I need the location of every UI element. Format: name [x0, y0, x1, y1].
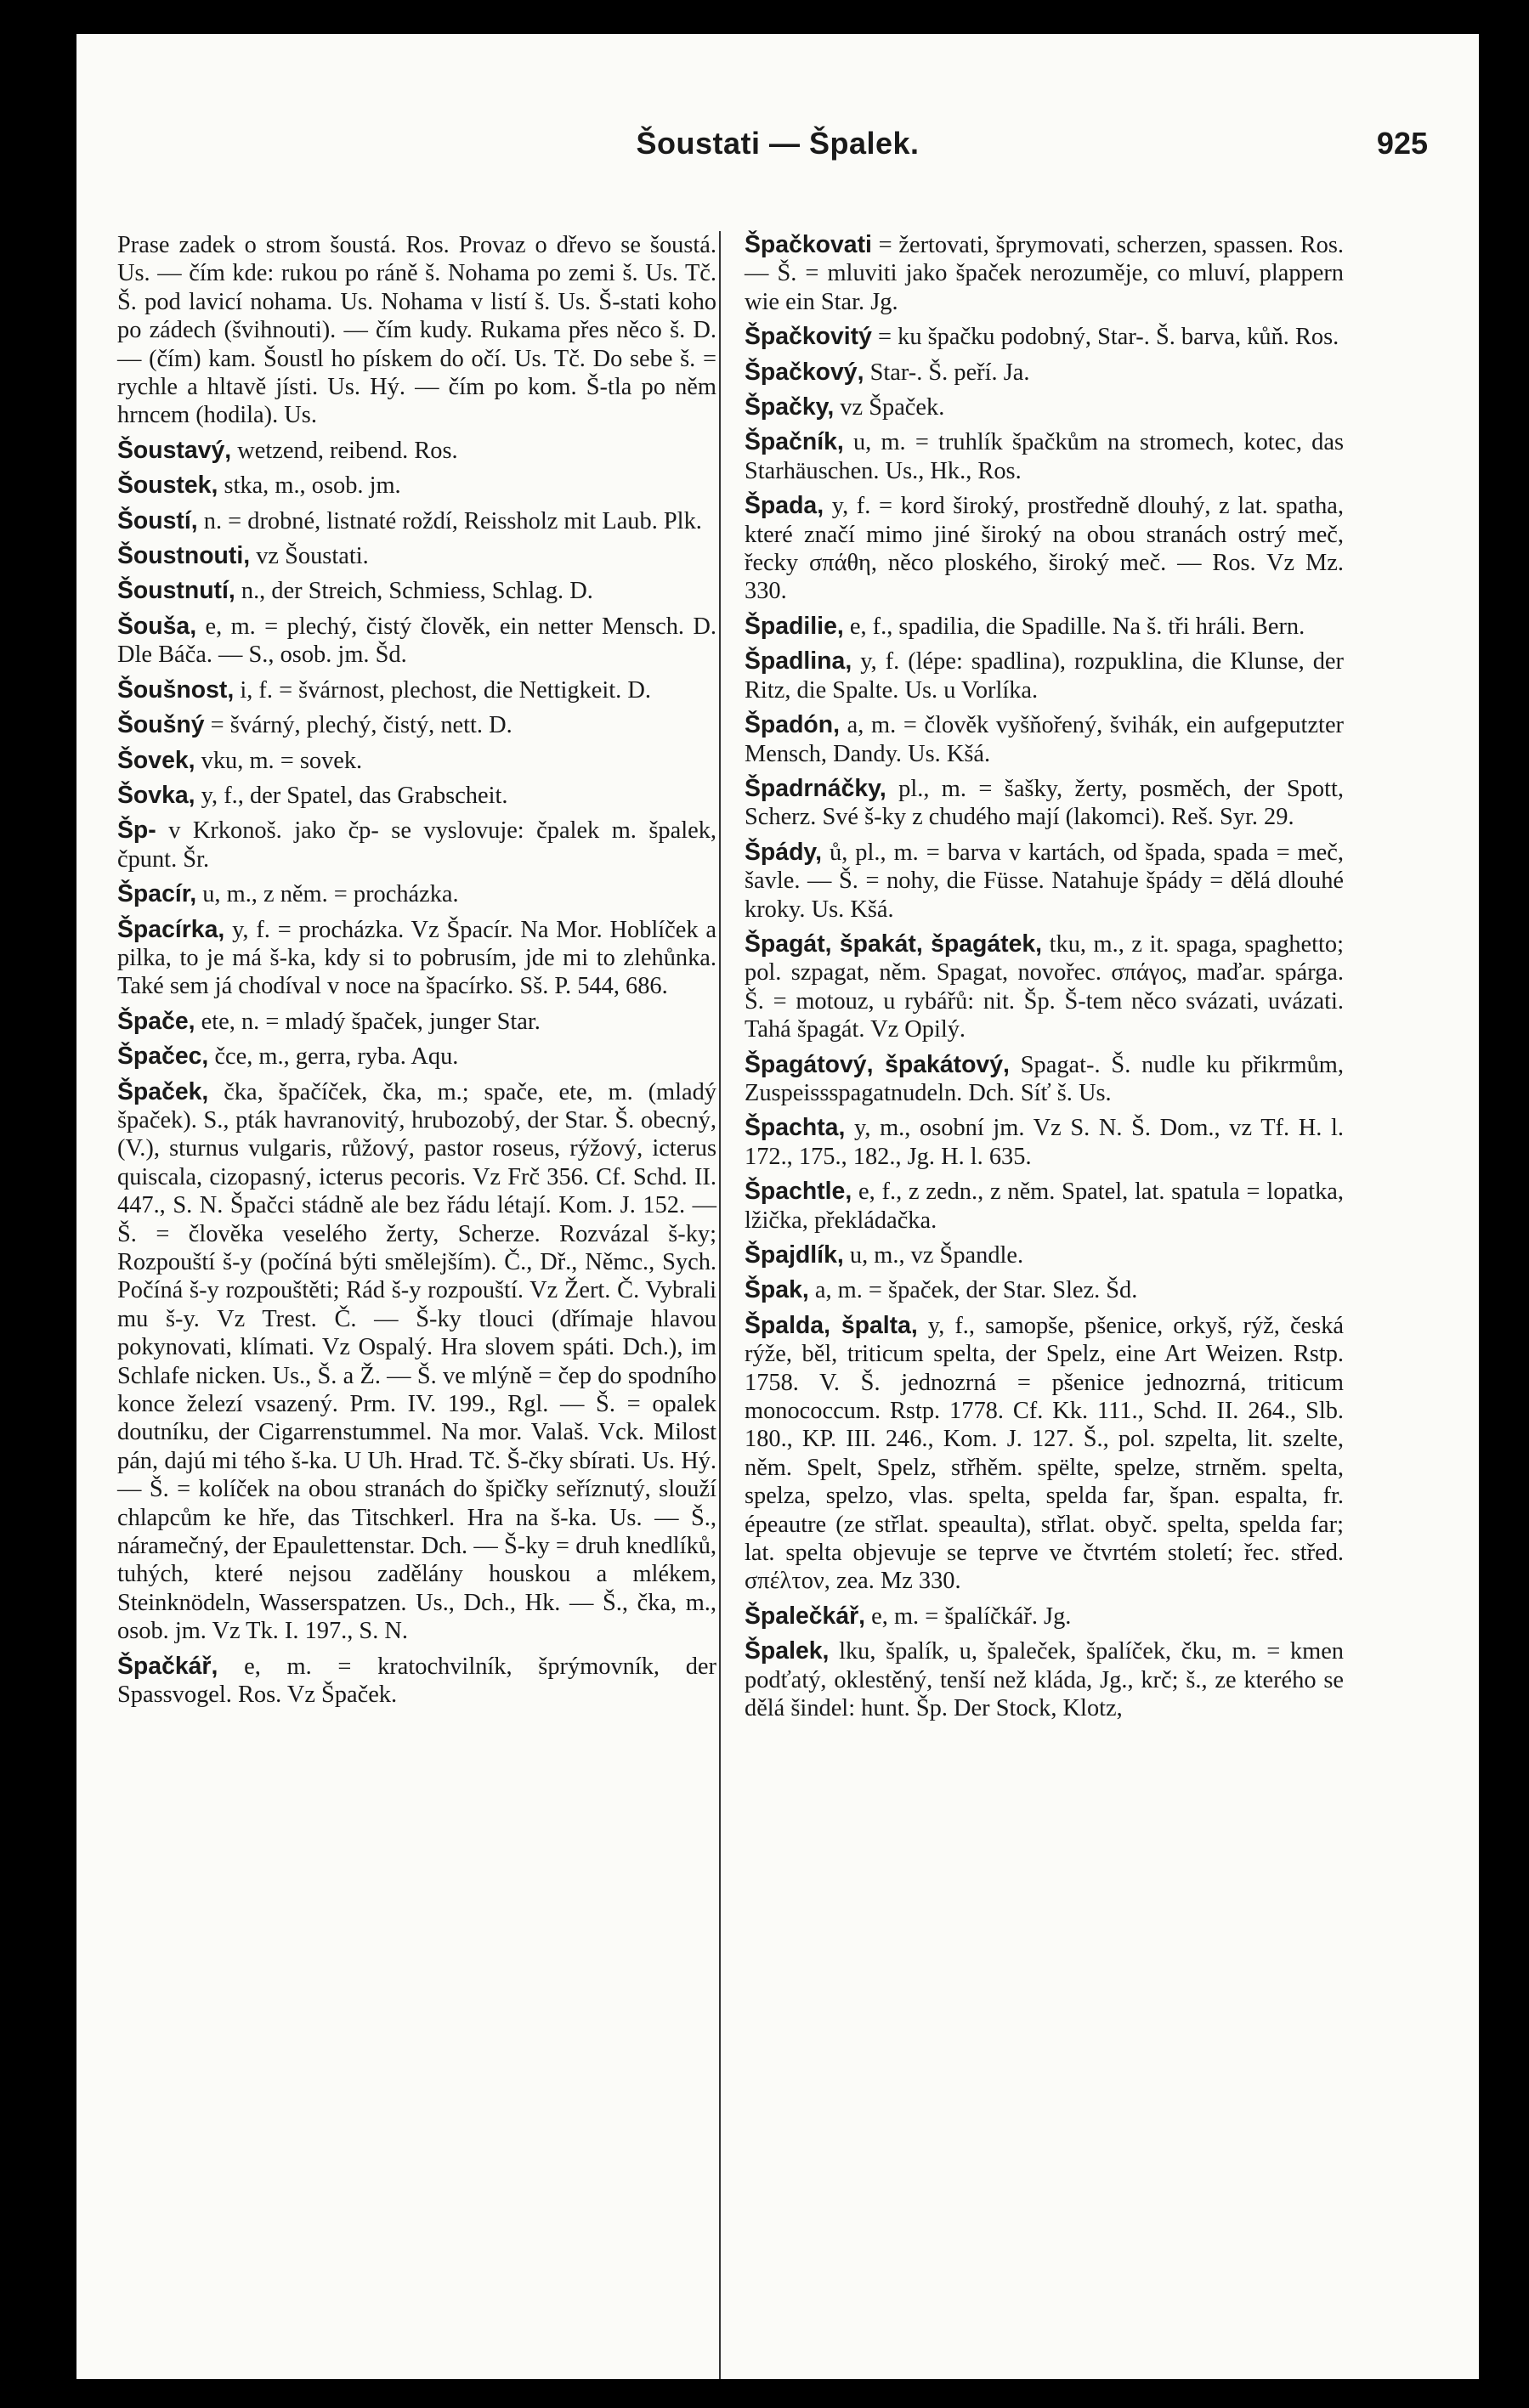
headword: Špadilie, — [745, 612, 844, 640]
running-head: Šoustati — Špalek. — [636, 126, 920, 161]
page-number: 925 — [1376, 126, 1428, 161]
headword: Špačky, — [745, 393, 835, 421]
dictionary-entry — [745, 1114, 1344, 1171]
dictionary-entry — [745, 428, 1344, 485]
headword: Špačkář, — [117, 1652, 218, 1680]
dictionary-entry — [745, 711, 1344, 768]
headword: Špak, — [745, 1276, 809, 1304]
entry-definition: vku, m. = sovek. — [201, 747, 363, 774]
headword: Šovka, — [117, 781, 195, 809]
entry-definition: u, m. = truhlík špačkům na stromech, kotec, das Starhäuschen. Us., Hk., Ros. — [745, 429, 1344, 484]
entry-definition: čce, m., gerra, ryba. Aqu. — [214, 1043, 459, 1071]
dictionary-entry — [745, 647, 1344, 704]
entry-definition: u, m., z něm. = procházka. — [202, 881, 459, 908]
headword: Špačkovitý — [745, 323, 872, 351]
headword: Šoustnouti, — [117, 542, 251, 570]
dictionary-entry — [745, 775, 1344, 832]
entry-definition: n. = drobné, listnaté roždí, Reissholz mit Laub. Plk. — [203, 507, 702, 534]
headword: Špačník, — [745, 428, 844, 456]
headword: Šoustí, — [117, 506, 198, 534]
entry-definition: a, m. = špaček, der Star. Slez. Šd. — [814, 1277, 1138, 1304]
headword: Špaček, — [117, 1077, 209, 1105]
dictionary-entry — [117, 472, 716, 500]
entry-definition: čka, špačíček, čka, m.; spače, ete, m. (mladý špaček). S., pták havranovitý, hrubozobý, der Star. Š. obecný, (V.), sturnus vulgaris, růžový, pastor roseus, rýžový, icterus quiscala, cizopasný, icterus pecoris. Vz Frč 356. Cf. Schd. II. 447., S. N. Špačci stádně ale bez řádu létají. Kom. J. 152. — Š. = člověka veselého žerty, Scherze. Rozvázal š-ky; Rozpouští š-y (počíná býti smělejším). Č., Dř., Němc., Sych. Počíná š-y rozpouštěti; Rád š-y rozpouští. Vz Žert. Č. Vybrali mu š-y. Vz Trest. Č. — Š-ky tlouci (dřímaje hlavou pokynovati, klímati. Vz Ospalý. Hra slovem spáti. Dch.), im Schlafe nicken. Us., Š. a Ž. — Š. ve mlýně = čep do spodního konce železí vsazený. Prm. IV. 199., Rgl. — Š. = opalek doutníku, der Cigarrenstummel. Na mor. Valaš. Vck. Milost pán, dajú mi tého š-ka. U Uh. Hrad. Tč. Š-čky sbírati. Us. Hý. — Š. = kolíček na obou stranách do špičky seříznutý, slouží chlapcům ke hře, das Titschkerl. Hra na š-ka. Us. — Š., náramečný, der Epaulettenstar. Dch. — Š-ky = druh knedlíků, tuhých, které nejsou zadělány houskou a mlékem, Steinknödeln, Wasserspatzen. Us., Dch., Hk. — Š., čka, m., osob. jm. Vz Tk. I. 197., S. N. — [117, 1078, 716, 1645]
dictionary-entry — [117, 1653, 716, 1710]
dictionary-entry — [117, 747, 716, 775]
dictionary-entry — [117, 817, 716, 873]
dictionary-entry — [745, 613, 1344, 641]
entry-definition: Prase zadek o strom šoustá. Ros. Provaz o dřevo se šoustá. Us. — čím kde: rukou po ráně š. Nohama po zemi š. Us. Tč. Š. pod lavicí nohama. Us. Nohama v listí š. Us. Š-stati koho po zádech (švihnouti). — čím kudy. Rukama přes něco š. D. — (čím) kam. Šoustl ho pískem do očí. Us. Tč. Do sebe š. = rychle a hltavě jísti. Us. Hý. — čím po kom. Š-tla po něm hrncem (hodila). Us. — [117, 232, 716, 429]
entry-definition: u, m., vz Špandle. — [849, 1242, 1024, 1269]
entry-definition: e, m. = kratochvilník, šprýmovník, der Spassvogel. Ros. Vz Špaček. — [117, 1653, 716, 1709]
dictionary-entry — [745, 393, 1344, 421]
headword: Špagát, špakát, špagátek, — [745, 930, 1043, 958]
entry-definition: y, f. (lépe: spadlina), rozpuklina, die Klunse, der Ritz, die Spalte. Us. u Vorlíka. — [745, 648, 1344, 704]
headword: Špačkovati — [745, 231, 872, 258]
headword: Šovek, — [117, 746, 195, 774]
headword: Špadlina, — [745, 647, 852, 675]
right-column — [745, 231, 1344, 1723]
entry-definition: y, f., der Spatel, das Grabscheit. — [201, 782, 508, 809]
entry-definition: e, m. = plechý, čistý člověk, ein netter Mensch. D. Dle Báča. — S., osob. jm. Šd. — [117, 613, 716, 669]
headword: Šouša, — [117, 612, 197, 640]
dictionary-entry — [745, 323, 1344, 351]
dictionary-entry — [745, 1603, 1344, 1631]
entry-definition: a, m. = člověk vyšňořený, švihák, ein aufgeputzter Mensch, Dandy. Us. Kšá. — [745, 712, 1344, 767]
headword: Špačec, — [117, 1043, 209, 1071]
headword: Špalečkář, — [745, 1602, 866, 1630]
entry-definition: y, f. = kord široký, prostředně dlouhý, z lat. spatha, které značí mimo jiné široký na obou stranách ostrý meč, řecky σπάθη, něco ploského, široký meč. — Ros. Vz Mz. 330. — [745, 493, 1344, 605]
entry-definition: = žertovati, šprymovati, scherzen, spassen. Ros. — Š. = mluviti jako špaček nerozuměje, co mluví, plappern wie ein Star. Jg. — [745, 232, 1344, 315]
entry-definition: i, f. = švárnost, plechost, die Nettigkeit. D. — [240, 676, 651, 704]
dictionary-entry — [117, 782, 716, 810]
dictionary-entry — [745, 492, 1344, 606]
entry-definition: stka, m., osob. jm. — [224, 472, 401, 500]
dictionary-entry — [117, 577, 716, 605]
headword: Špajdlík, — [745, 1241, 844, 1269]
headword: Špachtle, — [745, 1178, 852, 1206]
entry-definition: y, f., samopše, pšenice, orkyš, rýž, česká rýže, běl, triticum spelta, der Spelz, eine Art Weizen. Rstp. 1758. V. Š. jednozrná = pšenice jednozrná, triticum monococcum. Rstp. 1778. Cf. Kk. 111., Schd. II. 264., Slb. 180., KP. III. 246., Kom. J. 127. Š., pol. szpelta, lit. szelte, něm. Spelt, Spelz, střhěm. spëlte, spelze, strněm. spelta, spelza, spelzo, vlas. spelta, spelda far, špan. espalta, fr. épeautre (ze střlat. speaulta), střlat. obyč. spelta, spelda far; lat. spelta objevuje se teprve ve čtvrtém století; řec. střed. σπέλτον, zea. Mz 330. — [745, 1312, 1344, 1595]
entry-definition: Spagat-. Š. nudle ku přikrmům, Zuspeissspagatnudeln. Dch. Síť š. Us. — [745, 1051, 1344, 1106]
dictionary-entry — [117, 613, 716, 670]
entry-definition: ete, n. = mladý špaček, junger Star. — [201, 1008, 541, 1035]
dictionary-entry — [745, 930, 1344, 1044]
dictionary-entry — [117, 1043, 716, 1071]
dictionary-entry — [117, 231, 716, 430]
headword: Šoušný — [117, 711, 205, 739]
dictionary-entry — [745, 231, 1344, 316]
dictionary-entry — [117, 1078, 716, 1646]
dictionary-entry — [745, 1178, 1344, 1235]
headword: Špachta, — [745, 1114, 846, 1142]
headword: Šoušnost, — [117, 675, 235, 704]
headword: Špadrnáčky, — [745, 774, 886, 802]
entry-definition: vz Šoustati. — [256, 543, 369, 570]
dictionary-entry — [117, 1008, 716, 1036]
dictionary-entry — [745, 359, 1344, 387]
entry-definition: tku, m., z it. spaga, spaghetto; pol. szpagat, něm. Spagat, novořec. σπάγος, maďar. spárga. Š. = motouz, u rybářů: nit. Šp. Š-tem něco svázati, uvázati. Tahá špagát. Vz Opilý. — [745, 930, 1344, 1043]
dictionary-page — [76, 34, 1479, 2379]
headword: Špalek, — [745, 1637, 830, 1665]
entry-definition: pl., m. = šašky, žerty, posměch, der Spott, Scherz. Své š-ky z chudého mají (lakomci). Reš. Syr. 29. — [745, 775, 1344, 831]
entry-definition: lku, špalík, u, špaleček, špalíček, čku, m. = kmen podťatý, oklestěný, tenší než kláda, Jg., krč; š., ze kterého se dělá šindel: hunt. Šp. Der Stock, Klotz, — [745, 1638, 1344, 1722]
dictionary-entry — [745, 1276, 1344, 1304]
headword: Špada, — [745, 492, 824, 520]
dictionary-entry — [117, 437, 716, 465]
dictionary-entry — [117, 916, 716, 1001]
headword: Špače, — [117, 1007, 195, 1035]
dictionary-entry — [117, 676, 716, 704]
column-divider — [719, 231, 721, 2379]
entry-definition: e, f., z zedn., z něm. Spatel, lat. spatula = lopatka, lžička, překládačka. — [745, 1179, 1344, 1234]
dictionary-entry — [117, 880, 716, 908]
headword: Šp- — [117, 817, 156, 845]
headword: Špadón, — [745, 711, 840, 739]
headword: Špacírka, — [117, 915, 225, 943]
headword: Šoustnutí, — [117, 577, 235, 605]
entry-definition: ů, pl., m. = barva v kartách, od špada, spada = meč, šavle. — Š. = nohy, die Füsse. Natahuje špády = dělá dlouhé kroky. Us. Kšá. — [745, 839, 1344, 923]
entry-definition: wetzend, reibend. Ros. — [237, 437, 458, 464]
dictionary-entry — [745, 1312, 1344, 1596]
dictionary-entry — [745, 1051, 1344, 1108]
headword: Špagátový, špakátový, — [745, 1050, 1010, 1078]
dictionary-entry — [745, 839, 1344, 924]
dictionary-entry — [745, 1241, 1344, 1269]
entry-definition: n., der Streich, Schmiess, Schlag. D. — [241, 578, 593, 605]
entry-definition: v Krkonoš. jako čp- se vyslovuje: čpalek m. špalek, čpunt. Šr. — [117, 817, 716, 873]
dictionary-entry — [117, 711, 716, 739]
entry-definition: y, f. = procházka. Vz Špacír. Na Mor. Hoblíček a pilka, to je má š-ka, kdy si to pobrusím, jde mi to zlehůnka. Také sem já chodíval v noce na špacírko. Sš. P. 544, 686. — [117, 916, 716, 1000]
headword: Špalda, špalta, — [745, 1311, 918, 1339]
entry-definition: e, f., spadilia, die Spadille. Na š. tři hráli. Bern. — [849, 613, 1305, 640]
dictionary-entry — [117, 542, 716, 570]
headword: Špačkový, — [745, 358, 864, 386]
dictionary-entry — [117, 507, 716, 535]
entry-definition: = švárný, plechý, čistý, nett. D. — [210, 712, 512, 739]
entry-definition: = ku špačku podobný, Star-. Š. barva, kůň. Ros. — [878, 324, 1339, 351]
headword: Šoustek, — [117, 472, 218, 500]
page-header — [76, 126, 1479, 177]
entry-definition: y, m., osobní jm. Vz S. N. Š. Dom., vz Tf. H. l. 172., 175., 182., Jg. H. l. 635. — [745, 1115, 1344, 1170]
headword: Špády, — [745, 838, 822, 866]
headword: Špacír, — [117, 880, 197, 908]
headword: Šoustavý, — [117, 436, 232, 464]
entry-definition: Star-. Š. peří. Ja. — [869, 359, 1030, 386]
dictionary-entry — [745, 1637, 1344, 1722]
entry-definition: vz Špaček. — [840, 394, 945, 421]
left-column — [117, 231, 716, 1710]
entry-definition: e, m. = špalíčkář. Jg. — [871, 1603, 1072, 1630]
